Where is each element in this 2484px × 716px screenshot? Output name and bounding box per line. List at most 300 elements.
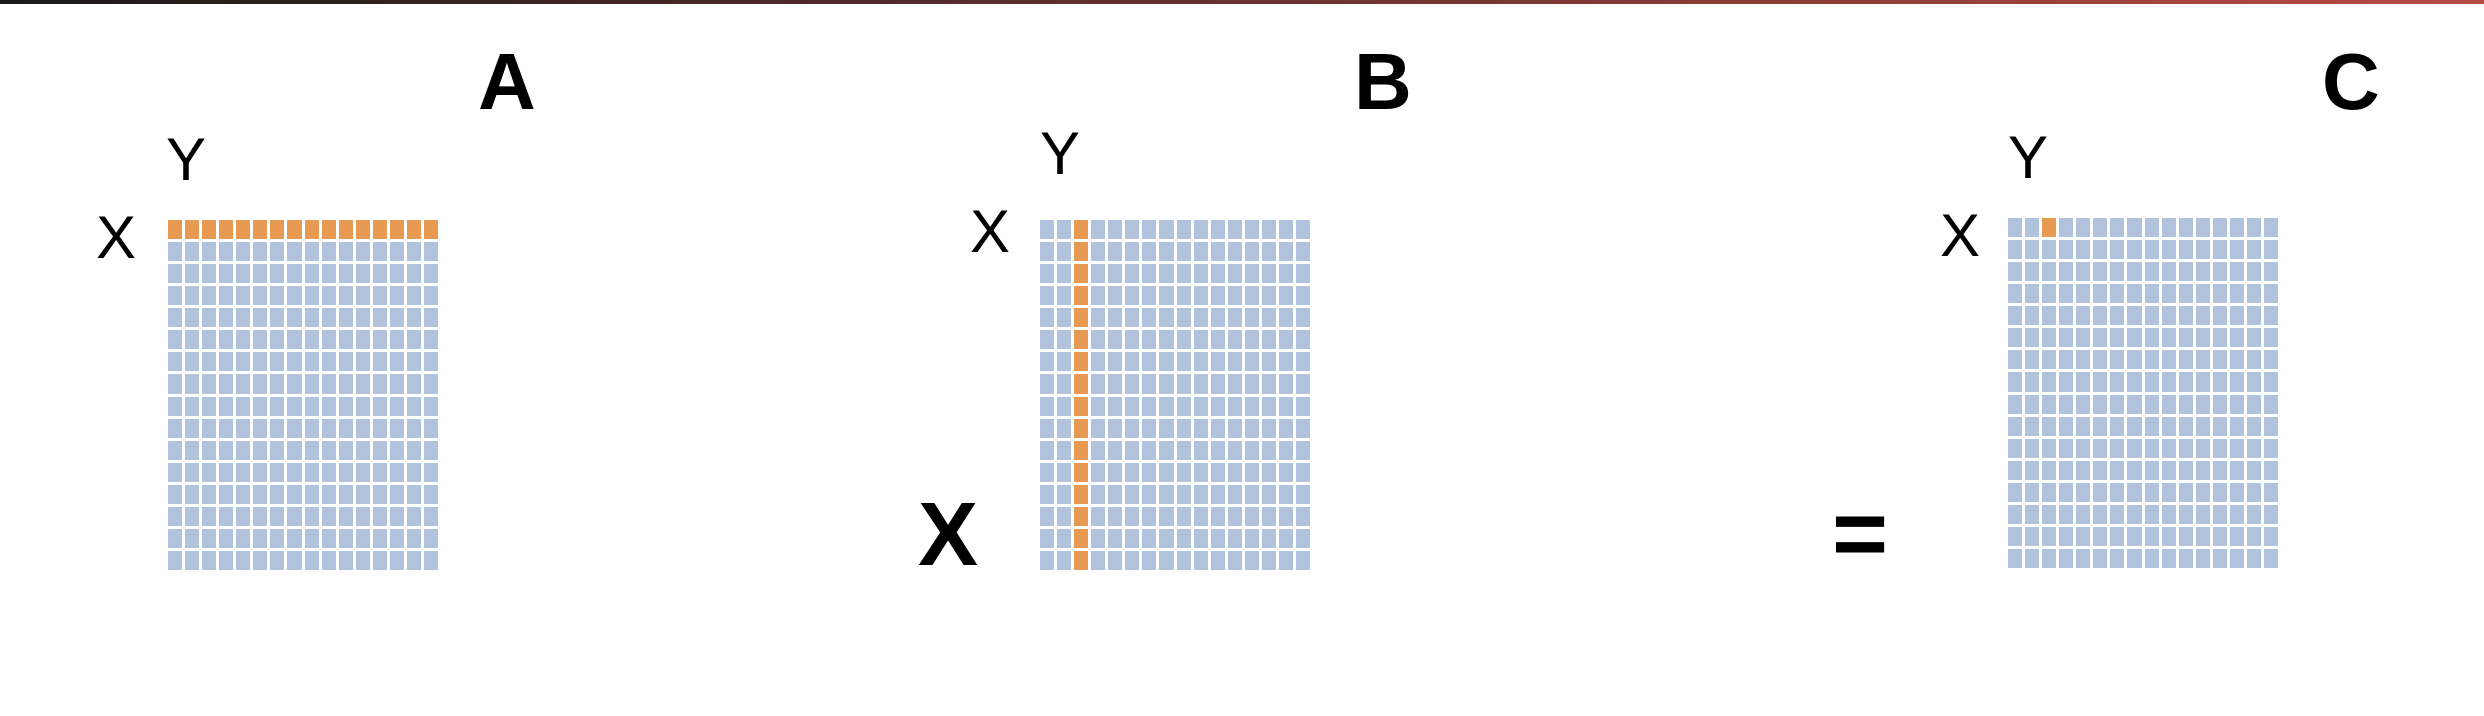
matrix-c-cell <box>2008 306 2022 325</box>
matrix-a-cell <box>202 330 216 349</box>
matrix-a-col-axis-label: Y <box>166 126 207 193</box>
matrix-c-cell <box>2127 549 2141 568</box>
matrix-c-cell <box>2196 372 2210 391</box>
matrix-a-cell <box>356 308 370 327</box>
matrix-c-cell <box>2008 417 2022 436</box>
matrix-c-cell <box>2179 483 2193 502</box>
matrix-c-cell <box>2127 417 2141 436</box>
matrix-c-cell <box>2042 350 2056 369</box>
matrix-c-cell <box>2076 262 2090 281</box>
matrix-c-cell <box>2264 483 2278 502</box>
matrix-b-cell <box>1091 286 1105 305</box>
matrix-b-cell <box>1057 220 1071 239</box>
matrix-b-grid <box>1040 220 1310 570</box>
matrix-c-cell <box>2110 483 2124 502</box>
matrix-c-cell <box>2247 395 2261 414</box>
matrix-a-cell <box>356 441 370 460</box>
matrix-a-cell <box>219 551 233 570</box>
matrix-c-cell <box>2145 417 2159 436</box>
matrix-a-cell <box>236 507 250 526</box>
matrix-b-cell <box>1211 551 1225 570</box>
matrix-c-cell <box>2110 395 2124 414</box>
matrix-b-cell <box>1159 352 1173 371</box>
matrix-a-cell <box>253 352 267 371</box>
matrix-b-cell <box>1296 507 1310 526</box>
matrix-c-cell <box>2213 240 2227 259</box>
matrix-a-cell <box>185 463 199 482</box>
matrix-b-cell <box>1091 374 1105 393</box>
matrix-c-cell <box>2264 549 2278 568</box>
matrix-b-cell <box>1108 264 1122 283</box>
matrix-b-cell <box>1228 529 1242 548</box>
matrix-b-cell <box>1057 352 1071 371</box>
matrix-a-cell <box>305 529 319 548</box>
matrix-c-row-axis-label: X <box>1940 202 1981 269</box>
matrix-c-cell <box>2127 350 2141 369</box>
matrix-a-cell <box>219 264 233 283</box>
matrix-a-cell <box>424 308 438 327</box>
matrix-c-cell <box>2196 483 2210 502</box>
matrix-b-cell <box>1228 330 1242 349</box>
matrix-a-cell <box>219 419 233 438</box>
matrix-a-cell <box>407 485 421 504</box>
matrix-a-cell <box>407 507 421 526</box>
matrix-c-cell <box>2093 527 2107 546</box>
matrix-b-cell <box>1159 419 1173 438</box>
matrix-b-cell <box>1211 463 1225 482</box>
matrix-b-cell <box>1125 529 1139 548</box>
matrix-b-cell <box>1091 242 1105 261</box>
matrix-c-cell <box>2076 483 2090 502</box>
matrix-a-cell <box>168 242 182 261</box>
matrix-a-cell <box>202 242 216 261</box>
matrix-c-cell <box>2162 417 2176 436</box>
matrix-b-cell <box>1279 485 1293 504</box>
matrix-a-cell <box>236 308 250 327</box>
matrix-b-cell <box>1211 374 1225 393</box>
matrix-c-cell <box>2145 395 2159 414</box>
matrix-a-highlighted-cell <box>390 220 404 239</box>
matrix-b-cell <box>1228 374 1242 393</box>
matrix-a-cell <box>236 551 250 570</box>
matrix-a-cell <box>287 529 301 548</box>
matrix-c-cell <box>2110 328 2124 347</box>
matrix-c-cell <box>2230 284 2244 303</box>
matrix-a-cell <box>270 374 284 393</box>
matrix-a-cell <box>185 551 199 570</box>
matrix-a-cell <box>305 463 319 482</box>
matrix-c-cell <box>2110 284 2124 303</box>
matrix-b-cell <box>1125 220 1139 239</box>
matrix-c-cell <box>2179 262 2193 281</box>
matrix-c-cell <box>2076 372 2090 391</box>
matrix-a-cell <box>407 330 421 349</box>
matrix-a-cell <box>287 463 301 482</box>
matrix-c-cell <box>2110 461 2124 480</box>
matrix-a-cell <box>202 374 216 393</box>
matrix-a-cell <box>356 463 370 482</box>
matrix-c-cell <box>2127 262 2141 281</box>
matrix-b-cell <box>1228 419 1242 438</box>
matrix-b-cell <box>1091 330 1105 349</box>
matrix-b-cell <box>1296 352 1310 371</box>
matrix-a-cell <box>390 529 404 548</box>
matrix-b-cell <box>1245 352 1259 371</box>
matrix-c-cell <box>2042 306 2056 325</box>
matrix-a-cell <box>168 419 182 438</box>
matrix-a-cell <box>253 463 267 482</box>
matrix-c-cell <box>2230 527 2244 546</box>
matrix-a-cell <box>356 485 370 504</box>
matrix-c-cell <box>2162 439 2176 458</box>
matrix-a-cell <box>322 242 336 261</box>
matrix-a-cell <box>185 485 199 504</box>
matrix-b-cell <box>1296 485 1310 504</box>
matrix-b-cell <box>1091 419 1105 438</box>
matrix-a-cell <box>287 264 301 283</box>
matrix-c-cell <box>2196 549 2210 568</box>
matrix-a-cell <box>287 485 301 504</box>
matrix-c-cell <box>2076 328 2090 347</box>
matrix-b-cell <box>1159 529 1173 548</box>
matrix-c-cell <box>2145 439 2159 458</box>
matrix-b-cell <box>1245 220 1259 239</box>
matrix-a-cell <box>270 397 284 416</box>
matrix-c-cell <box>2179 461 2193 480</box>
matrix-a-cell <box>202 397 216 416</box>
matrix-c-cell <box>2110 262 2124 281</box>
matrix-a-cell <box>339 441 353 460</box>
matrix-a-highlighted-cell <box>168 220 182 239</box>
matrix-b-cell <box>1040 551 1054 570</box>
matrix-c-cell <box>2145 350 2159 369</box>
matrix-b-cell <box>1057 330 1071 349</box>
matrix-b-cell <box>1245 330 1259 349</box>
matrix-a-cell <box>322 485 336 504</box>
matrix-c-cell <box>2230 505 2244 524</box>
matrix-c-cell <box>2008 240 2022 259</box>
matrix-a-cell <box>219 397 233 416</box>
matrix-b-cell <box>1125 441 1139 460</box>
matrix-b-cell <box>1142 374 1156 393</box>
matrix-b-cell <box>1228 286 1242 305</box>
matrix-b-cell <box>1279 264 1293 283</box>
matrix-a-cell <box>322 374 336 393</box>
matrix-c-cell <box>2127 328 2141 347</box>
matrix-b-cell <box>1040 397 1054 416</box>
matrix-c-cell <box>2162 284 2176 303</box>
matrix-b-cell <box>1108 397 1122 416</box>
matrix-a-cell <box>356 397 370 416</box>
matrix-a-title: A <box>478 37 536 126</box>
matrix-a-cell <box>339 485 353 504</box>
matrix-b-highlighted-cell <box>1074 330 1088 349</box>
matrix-b-cell <box>1040 308 1054 327</box>
matrix-b-cell <box>1296 264 1310 283</box>
matrix-a-cell <box>339 286 353 305</box>
matrix-b-highlighted-cell <box>1074 551 1088 570</box>
matrix-a-cell <box>236 463 250 482</box>
matrix-a-cell <box>185 374 199 393</box>
matrix-b-cell <box>1211 419 1225 438</box>
matrix-a-cell <box>322 529 336 548</box>
matrix-a-cell <box>287 374 301 393</box>
matrix-a-cell <box>339 242 353 261</box>
matrix-c-cell <box>2230 549 2244 568</box>
matrix-c-title: C <box>2322 37 2380 126</box>
matrix-c-cell <box>2042 240 2056 259</box>
matrix-b-cell <box>1211 485 1225 504</box>
matrix-c-cell <box>2076 439 2090 458</box>
matrix-b-cell <box>1245 286 1259 305</box>
matrix-c-cell <box>2247 417 2261 436</box>
matrix-a-cell <box>407 397 421 416</box>
matrix-b-cell <box>1177 264 1191 283</box>
matrix-b-cell <box>1142 441 1156 460</box>
matrix-a-cell <box>236 397 250 416</box>
matrix-a-cell <box>407 419 421 438</box>
matrix-a-highlighted-cell <box>219 220 233 239</box>
matrix-c-cell <box>2196 240 2210 259</box>
matrix-b-cell <box>1142 463 1156 482</box>
matrix-c-cell <box>2264 372 2278 391</box>
matrix-c-cell <box>2264 395 2278 414</box>
matrix-c-cell <box>2162 461 2176 480</box>
matrix-a-cell <box>253 308 267 327</box>
matrix-c-cell <box>2008 328 2022 347</box>
matrix-a-cell <box>270 507 284 526</box>
matrix-b-cell <box>1057 529 1071 548</box>
matrix-a-cell <box>322 551 336 570</box>
matrix-a-cell <box>202 419 216 438</box>
matrix-b-cell <box>1177 397 1191 416</box>
matrix-c-cell <box>2196 350 2210 369</box>
matrix-a-cell <box>305 485 319 504</box>
matrix-a-cell <box>236 485 250 504</box>
matrix-b-cell <box>1262 352 1276 371</box>
top-rule <box>0 0 2484 4</box>
matrix-c-cell <box>2213 328 2227 347</box>
matrix-a-cell <box>356 529 370 548</box>
matrix-c-cell <box>2110 417 2124 436</box>
matrix-b-cell <box>1211 397 1225 416</box>
matrix-a-cell <box>356 352 370 371</box>
matrix-c-cell <box>2025 284 2039 303</box>
matrix-b-cell <box>1262 507 1276 526</box>
matrix-a-cell <box>236 374 250 393</box>
matrix-c-cell <box>2025 262 2039 281</box>
matrix-b-cell <box>1040 485 1054 504</box>
matrix-a-cell <box>322 507 336 526</box>
matrix-b-cell <box>1177 441 1191 460</box>
matrix-a-cell <box>236 419 250 438</box>
matrix-c-cell <box>2179 328 2193 347</box>
matrix-b-cell <box>1279 551 1293 570</box>
matrix-c-cell <box>2264 461 2278 480</box>
matrix-a-cell <box>168 485 182 504</box>
matrix-a-cell <box>322 397 336 416</box>
matrix-b-cell <box>1125 463 1139 482</box>
matrix-b-cell <box>1108 463 1122 482</box>
matrix-c-cell <box>2247 306 2261 325</box>
matrix-a-highlighted-cell <box>236 220 250 239</box>
matrix-c-cell <box>2162 505 2176 524</box>
matrix-a-cell <box>390 286 404 305</box>
matrix-b-cell <box>1091 507 1105 526</box>
matrix-b-cell <box>1211 220 1225 239</box>
matrix-a-cell <box>390 419 404 438</box>
matrix-b-cell <box>1228 551 1242 570</box>
matrix-b-cell <box>1125 352 1139 371</box>
matrix-a-cell <box>202 352 216 371</box>
matrix-c-cell <box>2093 328 2107 347</box>
matrix-a-cell <box>219 330 233 349</box>
matrix-a-cell <box>287 242 301 261</box>
matrix-b-cell <box>1279 507 1293 526</box>
matrix-a-cell <box>305 374 319 393</box>
matrix-a-grid <box>168 220 438 570</box>
matrix-c-cell <box>2145 505 2159 524</box>
matrix-b-cell <box>1262 485 1276 504</box>
matrix-b-cell <box>1125 264 1139 283</box>
matrix-a-cell <box>373 374 387 393</box>
matrix-c-cell <box>2025 483 2039 502</box>
matrix-b-cell <box>1194 242 1208 261</box>
matrix-a-cell <box>219 463 233 482</box>
matrix-c-cell <box>2247 350 2261 369</box>
matrix-c-cell <box>2230 439 2244 458</box>
matrix-c-cell <box>2247 505 2261 524</box>
matrix-b-cell <box>1040 264 1054 283</box>
matrix-b-cell <box>1194 220 1208 239</box>
matrix-b-cell <box>1125 330 1139 349</box>
matrix-c-cell <box>2093 306 2107 325</box>
matrix-b-col-axis-label: Y <box>1040 120 1081 187</box>
matrix-c-cell <box>2162 395 2176 414</box>
matrix-c-cell <box>2093 372 2107 391</box>
matrix-a-cell <box>339 352 353 371</box>
matrix-c-cell <box>2042 284 2056 303</box>
matrix-a-cell <box>356 507 370 526</box>
matrix-b-cell <box>1040 507 1054 526</box>
matrix-c-cell <box>2127 306 2141 325</box>
matrix-c-cell <box>2179 417 2193 436</box>
matrix-c-cell <box>2247 527 2261 546</box>
matrix-b-cell <box>1279 397 1293 416</box>
matrix-b-cell <box>1279 374 1293 393</box>
matrix-c-cell <box>2196 505 2210 524</box>
matrix-a-cell <box>356 330 370 349</box>
matrix-c-cell <box>2213 505 2227 524</box>
matrix-a-cell <box>322 308 336 327</box>
matrix-c-cell <box>2264 328 2278 347</box>
matrix-c-cell <box>2059 527 2073 546</box>
matrix-b-cell <box>1125 419 1139 438</box>
matrix-b-cell <box>1159 397 1173 416</box>
matrix-b-cell <box>1057 551 1071 570</box>
matrix-b-cell <box>1245 374 1259 393</box>
matrix-c-cell <box>2247 328 2261 347</box>
matrix-a-cell <box>219 242 233 261</box>
matrix-a-cell <box>236 330 250 349</box>
matrix-c-cell <box>2127 483 2141 502</box>
matrix-a-cell <box>322 330 336 349</box>
matrix-c-cell <box>2110 240 2124 259</box>
matrix-c-cell <box>2230 372 2244 391</box>
matrix-c-cell <box>2093 461 2107 480</box>
matrix-a-cell <box>185 330 199 349</box>
matrix-c-cell <box>2025 395 2039 414</box>
matrix-b-cell <box>1194 419 1208 438</box>
matrix-c-cell <box>2093 417 2107 436</box>
matrix-b-cell <box>1228 463 1242 482</box>
matrix-a-cell <box>270 286 284 305</box>
matrix-a-cell <box>287 352 301 371</box>
matrix-c-cell <box>2059 439 2073 458</box>
matrix-c-cell <box>2059 483 2073 502</box>
matrix-b-cell <box>1108 507 1122 526</box>
matrix-b-cell <box>1194 264 1208 283</box>
matrix-c-cell <box>2093 240 2107 259</box>
matrix-b-cell <box>1296 220 1310 239</box>
matrix-c-cell <box>2076 306 2090 325</box>
matrix-c-cell <box>2145 527 2159 546</box>
matrix-a-cell <box>424 330 438 349</box>
matrix-c-cell <box>2145 218 2159 237</box>
matrix-a-cell <box>322 352 336 371</box>
matrix-a-cell <box>287 507 301 526</box>
multiply-operator: X <box>918 485 979 585</box>
matrix-b-cell <box>1108 551 1122 570</box>
matrix-a-cell <box>287 551 301 570</box>
matrix-c-cell <box>2025 350 2039 369</box>
matrix-a-cell <box>185 308 199 327</box>
matrix-a-cell <box>202 441 216 460</box>
matrix-b-cell <box>1108 485 1122 504</box>
matrix-b-cell <box>1194 308 1208 327</box>
matrix-a-cell <box>168 374 182 393</box>
matrix-c-cell <box>2213 372 2227 391</box>
matrix-c-cell <box>2145 262 2159 281</box>
matrix-a-cell <box>253 507 267 526</box>
matrix-a-cell <box>373 397 387 416</box>
matrix-a-cell <box>356 374 370 393</box>
matrix-b-cell <box>1245 551 1259 570</box>
matrix-a-cell <box>202 308 216 327</box>
matrix-a-cell <box>168 463 182 482</box>
matrix-a-cell <box>270 463 284 482</box>
matrix-a-cell <box>407 264 421 283</box>
matrix-b-cell <box>1142 352 1156 371</box>
matrix-a-cell <box>339 507 353 526</box>
matrix-a-cell <box>305 242 319 261</box>
matrix-c-cell <box>2196 218 2210 237</box>
matrix-b-cell <box>1159 330 1173 349</box>
matrix-c-cell <box>2264 505 2278 524</box>
matrix-a-cell <box>339 308 353 327</box>
matrix-a-cell <box>253 551 267 570</box>
matrix-c-cell <box>2230 461 2244 480</box>
matrix-c-cell <box>2042 505 2056 524</box>
matrix-a-cell <box>270 242 284 261</box>
matrix-b-cell <box>1159 242 1173 261</box>
matrix-b-highlighted-cell <box>1074 242 1088 261</box>
matrix-c-cell <box>2179 439 2193 458</box>
matrix-c-cell <box>2230 306 2244 325</box>
matrix-a-cell <box>322 463 336 482</box>
matrix-b-cell <box>1296 397 1310 416</box>
matrix-c-cell <box>2213 262 2227 281</box>
